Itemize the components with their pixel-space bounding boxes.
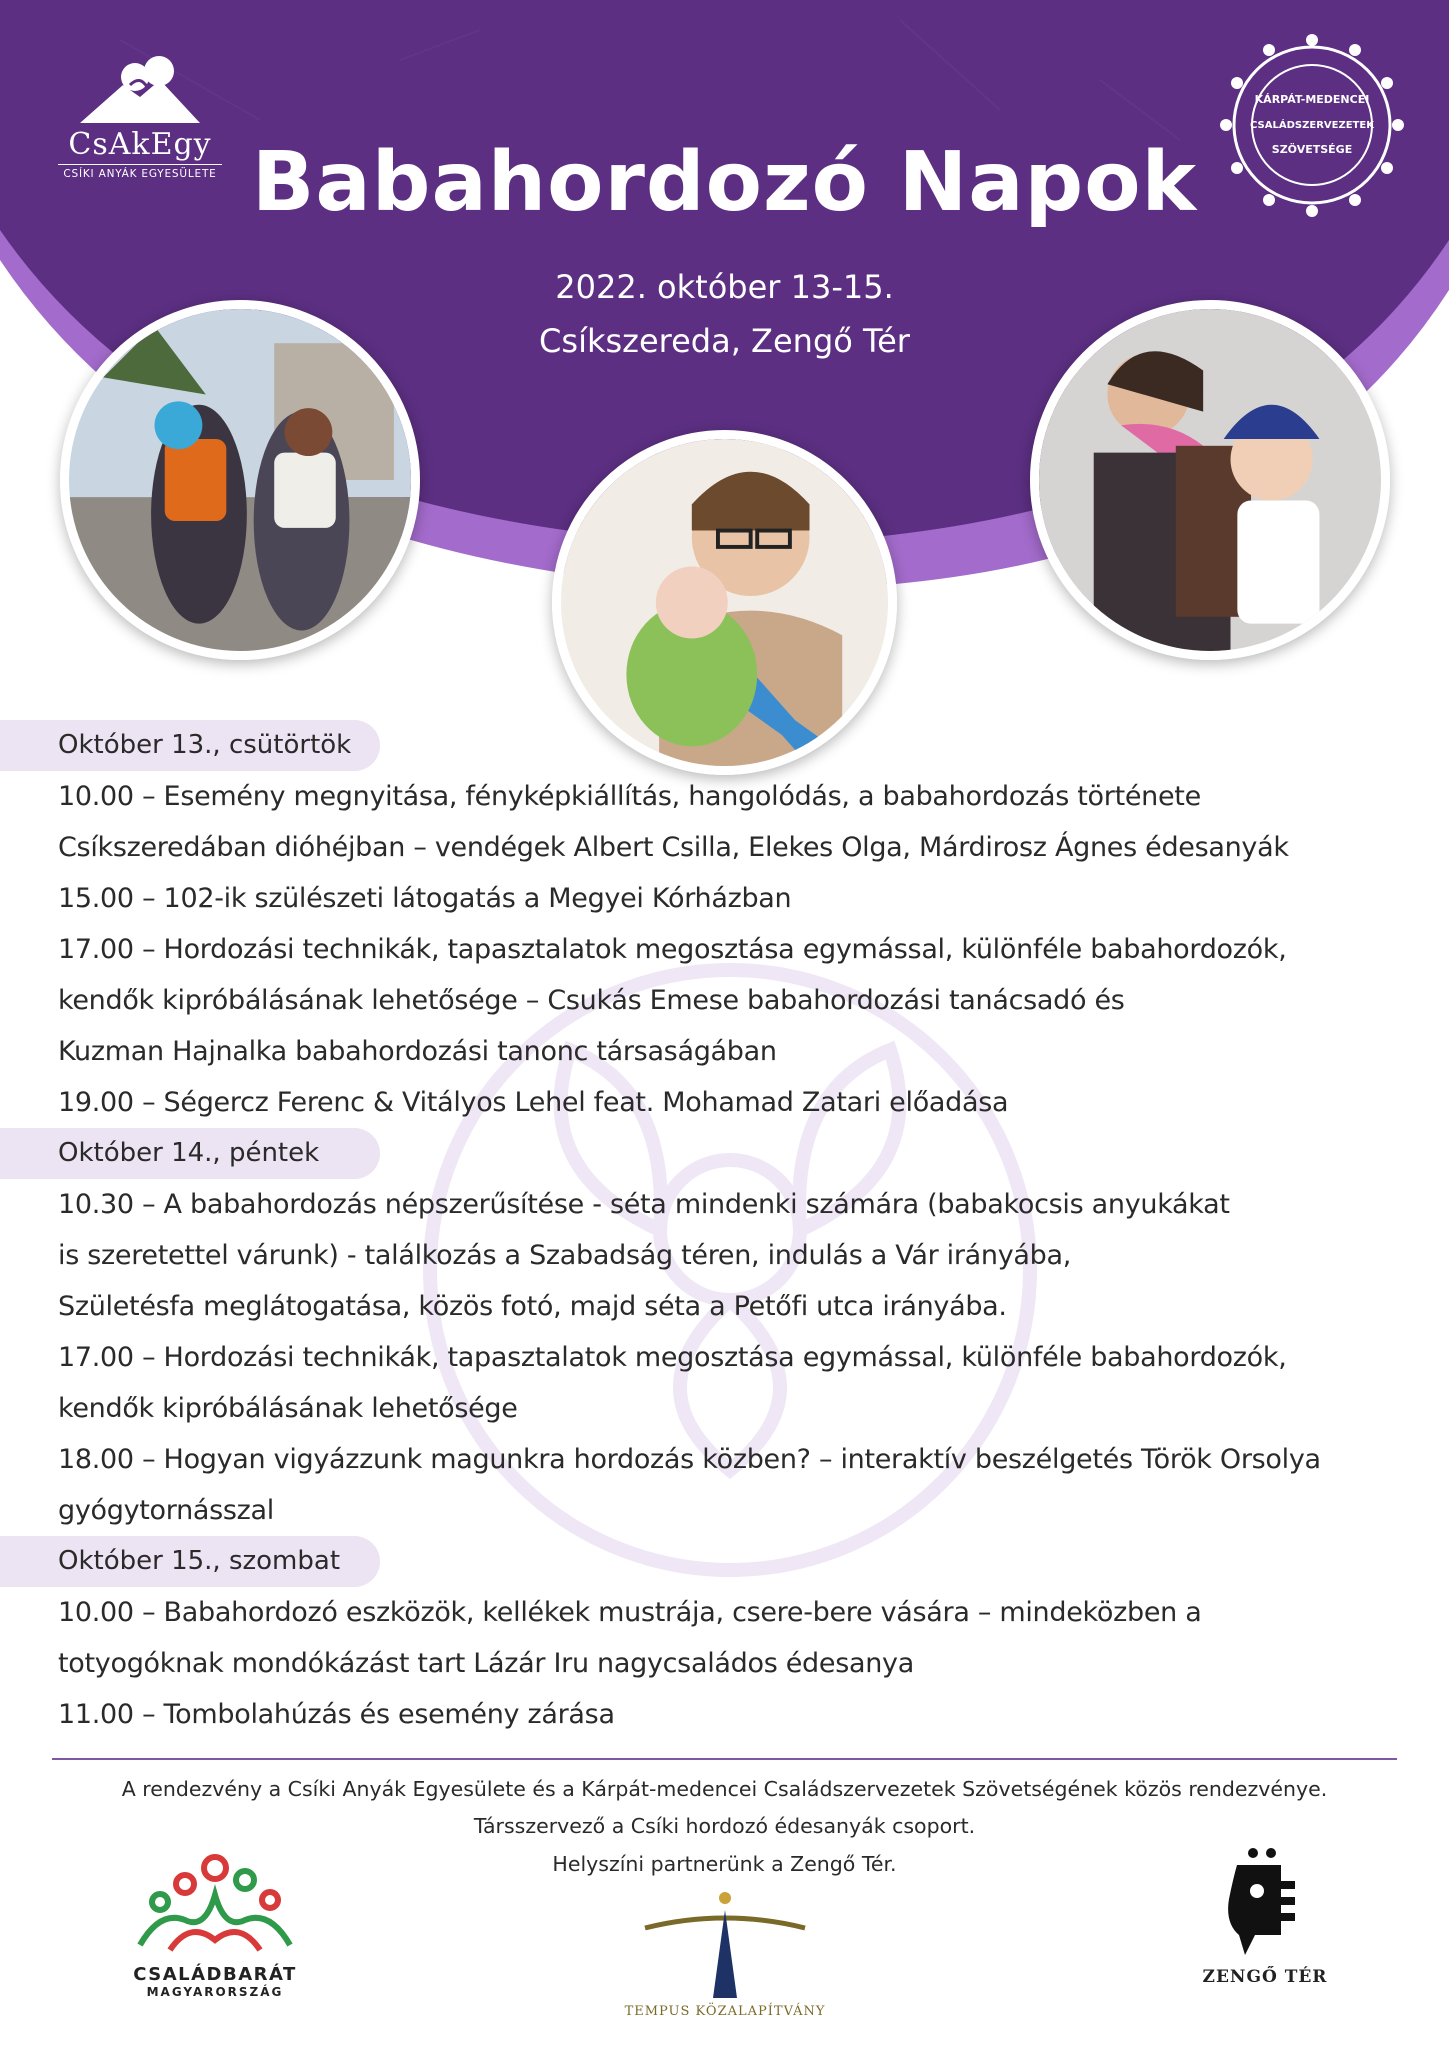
- program-line: 17.00 – Hordozási technikák, tapasztalatok megosztása egymással, különféle babahordozók,: [58, 1342, 1287, 1373]
- event-place: Csíkszereda, Zengő Tér: [539, 322, 910, 360]
- program-line: kendők kipróbálásának lehetősége: [58, 1393, 518, 1424]
- footer-coorganizer: Társszervező a Csíki hordozó édesanyák csoport.: [473, 1814, 976, 1838]
- svg-text:SZÖVETSÉGE: SZÖVETSÉGE: [1271, 143, 1353, 156]
- page-title: Babahordozó Napok: [251, 135, 1198, 230]
- csaladbarat-logo: [115, 1850, 315, 1999]
- csakegy-mountain-icon: [75, 55, 205, 125]
- day-heading: Október 13., csütörtök: [0, 720, 380, 771]
- tempus-label: TEMPUS KÖZALAPÍTVÁNY: [624, 2004, 826, 2019]
- tempus-logo: [620, 1890, 830, 2019]
- family-figures-icon: [130, 1850, 300, 1960]
- program-line: 17.00 – Hordozási technikák, tapasztalatok megosztása egymással, különféle babahordozók,: [58, 934, 1287, 965]
- program-line: 10.00 – Babahordozó eszközök, kellékek mustrája, csere-bere vására – mindeközben a: [58, 1597, 1202, 1628]
- program-line: 15.00 – 102-ik szülészeti látogatás a Megyei Kórházban: [58, 883, 792, 914]
- photo-mothers-walking: [60, 300, 420, 660]
- day-heading: Október 14., péntek: [0, 1128, 380, 1179]
- program-line: 10.00 – Esemény megnyitása, fényképkiállítás, hangolódás, a babahordozás története: [58, 781, 1201, 812]
- zengo-ter-logo: [1195, 1843, 1335, 1987]
- zengo-label: ZENGŐ TÉR: [1202, 1967, 1328, 1987]
- svg-text:CSALÁDSZERVEZETEK: CSALÁDSZERVEZETEK: [1250, 120, 1374, 131]
- footer-venue-partner: Helyszíni partnerünk a Zengő Tér.: [552, 1852, 897, 1876]
- program-line: gyógytornásszal: [58, 1495, 274, 1526]
- footer-organizers: A rendezvény a Csíki Anyák Egyesülete és a Kárpát-medencei Családszervezetek Szövetségének közös rendezvénye.: [121, 1777, 1328, 1801]
- program-line: Születésfa meglátogatása, közös fotó, majd séta a Petőfi utca irányába.: [58, 1291, 1007, 1322]
- program-line: 10.30 – A babahordozás népszerűsítése - séta mindenki számára (babakocsis anyukákat: [58, 1189, 1230, 1220]
- program-line: 19.00 – Ségercz Ferenc & Vitályos Lehel feat. Mohamad Zatari előadása: [58, 1087, 1009, 1118]
- photo-mother-baby-on-back: [1030, 300, 1390, 660]
- footer-divider: [52, 1758, 1397, 1760]
- program-schedule: [0, 720, 1449, 1740]
- program-line: 18.00 – Hogyan vigyázzunk magunkra hordozás közben? – interaktív beszélgetés Török Orsolya: [58, 1444, 1321, 1475]
- day-heading: Október 15., szombat: [0, 1536, 380, 1587]
- tempus-balance-icon: [635, 1890, 815, 2000]
- csakegy-name: CsAkEgy: [68, 127, 212, 162]
- program-line: totyogóknak mondókázást tart Lázár Iru nagycsaládos édesanya: [58, 1648, 914, 1679]
- svg-text:KÁRPÁT-MEDENCEI: KÁRPÁT-MEDENCEI: [1254, 93, 1370, 106]
- program-line: 11.00 – Tombolahúzás és esemény zárása: [58, 1699, 615, 1730]
- csaladbarat-label: CSALÁDBARÁT: [133, 1964, 297, 1985]
- csaladbarat-sublabel: MAGYARORSZÁG: [146, 1985, 284, 1999]
- event-date: 2022. október 13-15.: [555, 268, 894, 306]
- program-line: Kuzman Hajnalka babahordozási tanonc társaságában: [58, 1036, 777, 1067]
- program-line: kendők kipróbálásának lehetősége – Csukás Emese babahordozási tanácsadó és: [58, 985, 1125, 1016]
- csakegy-subtitle: CSÍKI ANYÁK EGYESÜLETE: [58, 164, 222, 180]
- program-line: is szeretettel várunk) - találkozás a Szabadság téren, indulás a Vár irányába,: [58, 1240, 1072, 1271]
- program-line: Csíkszeredában dióhéjban – vendégek Albert Csilla, Elekes Olga, Márdirosz Ágnes édesanyák: [58, 832, 1289, 863]
- zengo-bird-icon: [1215, 1843, 1315, 1963]
